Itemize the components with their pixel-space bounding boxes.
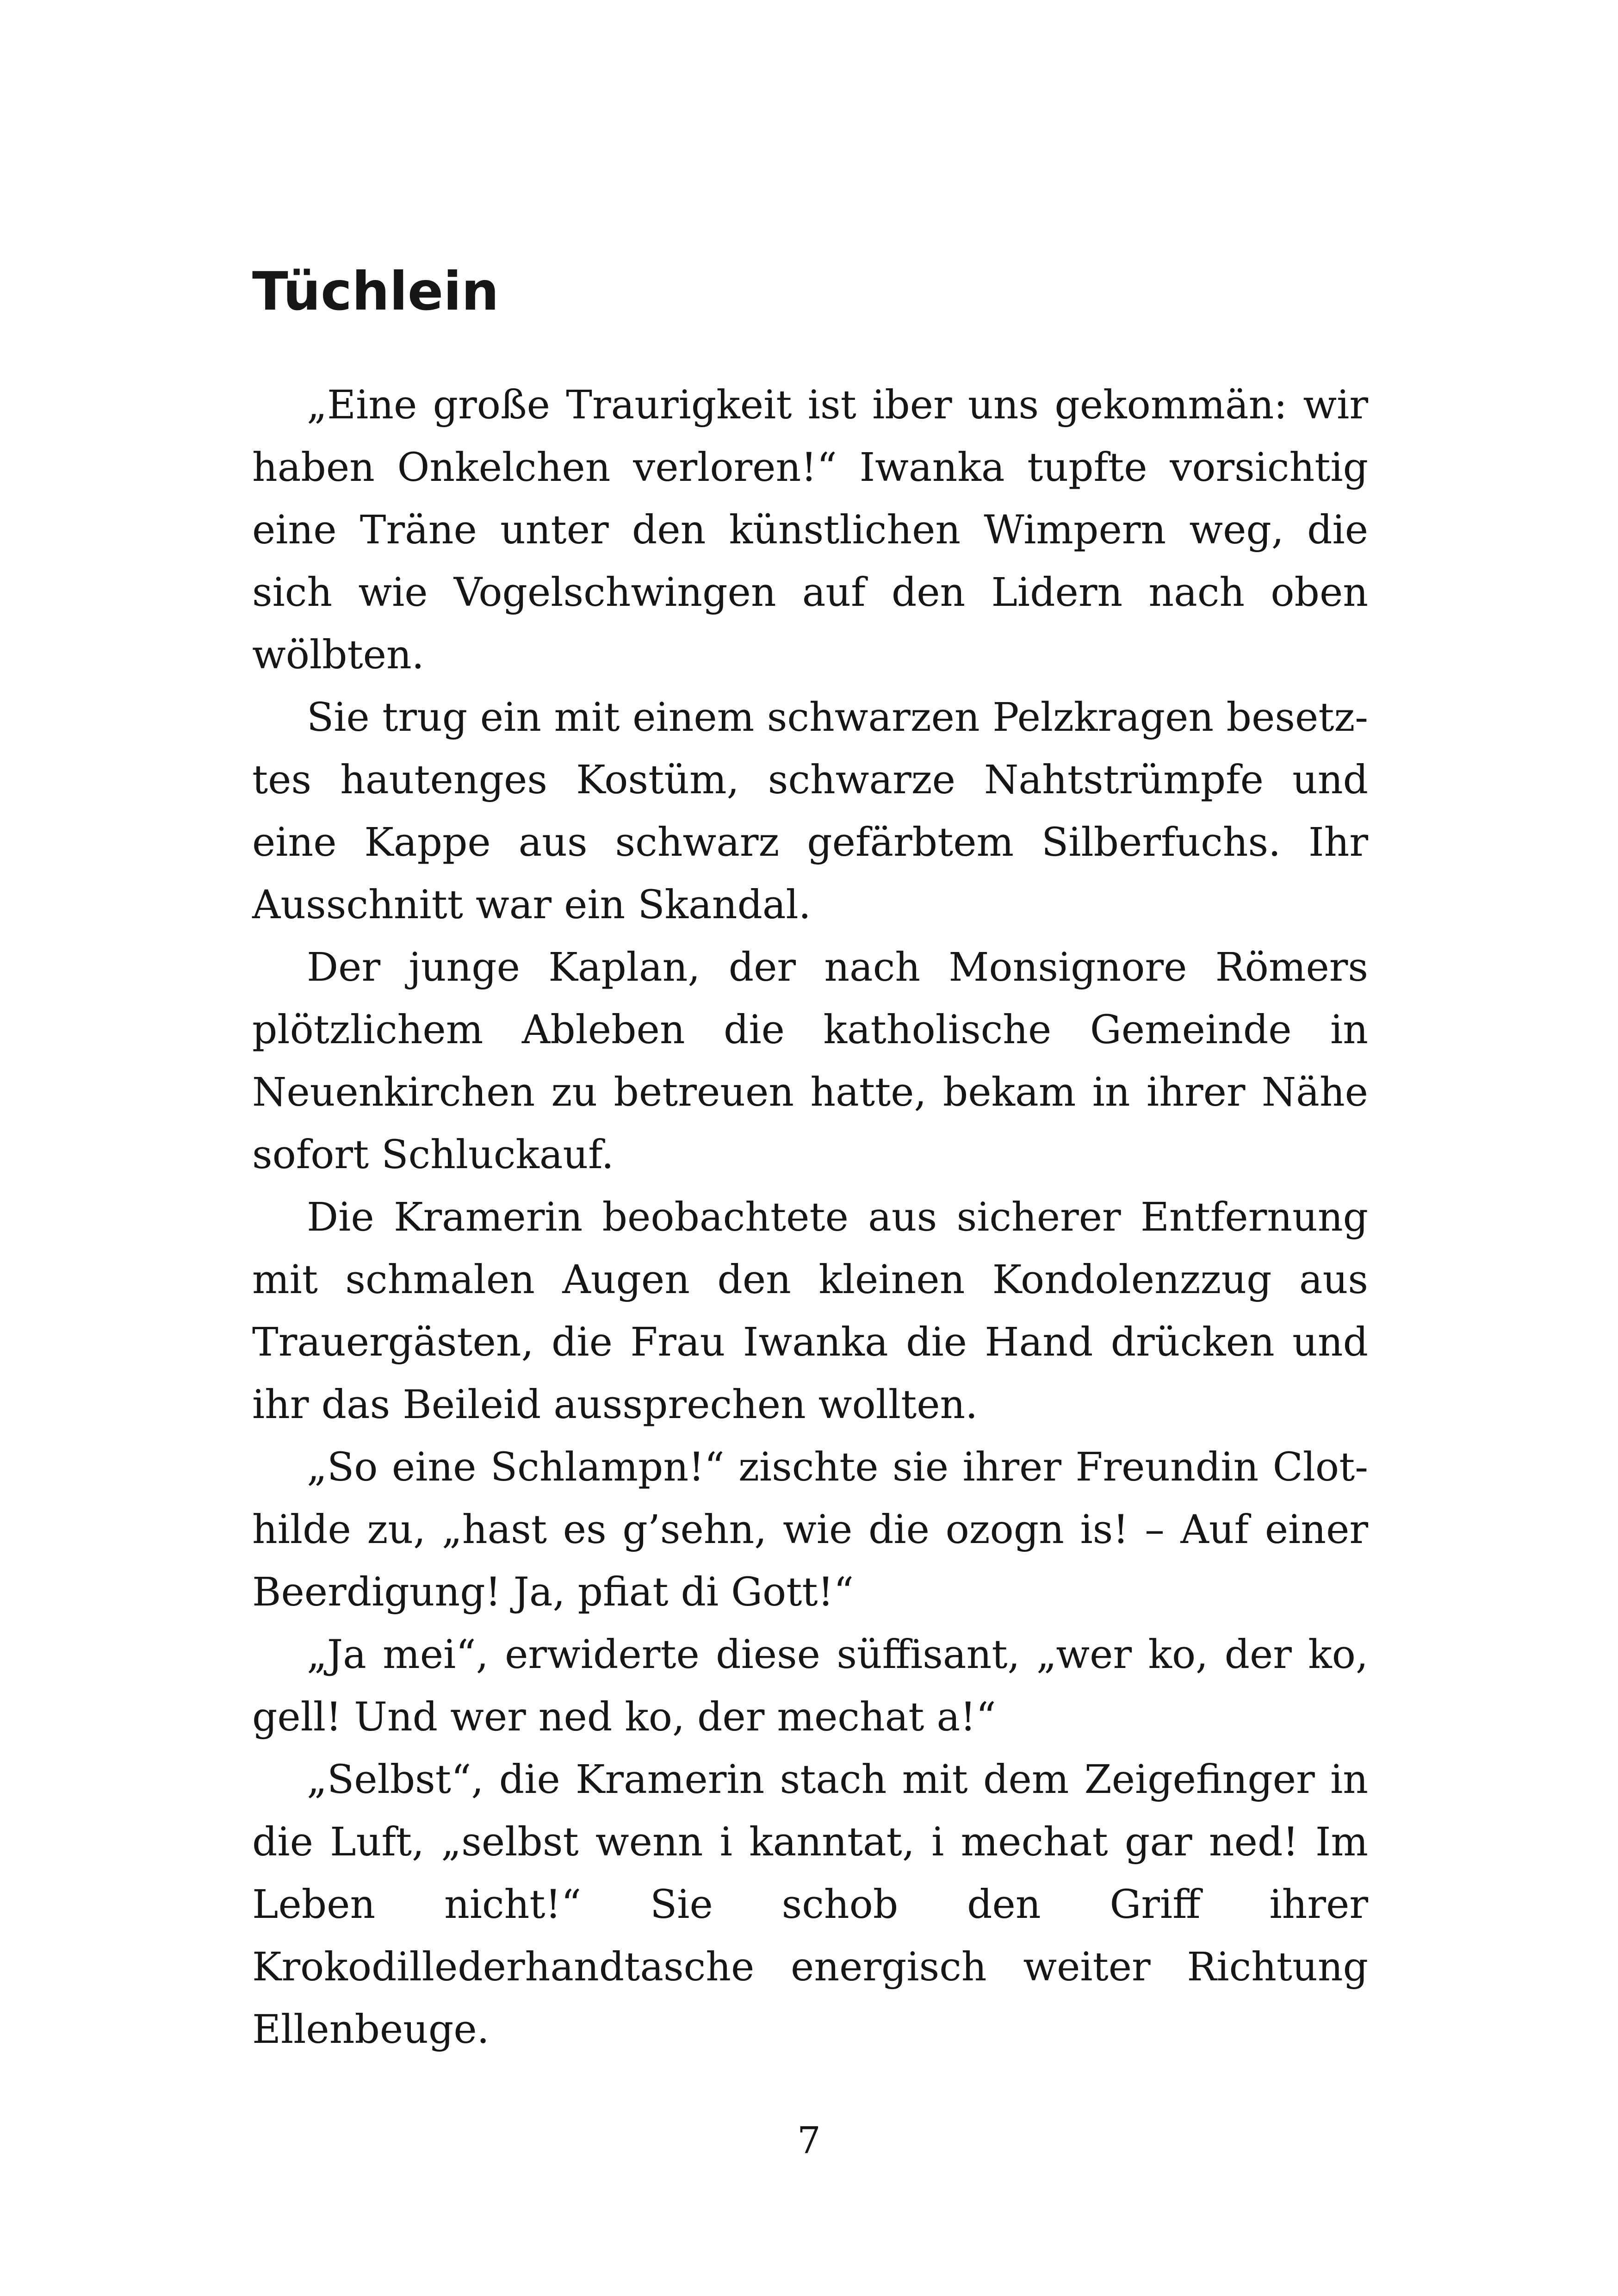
paragraph: „Eine große Traurigkeit ist iber uns gekommän: wir haben Onkelchen verloren!“ Iwanka tupfte vorsichtig eine Träne unter den künstlichen Wimpern weg, die sich wie Vogelschwingen auf den Lidern nach oben wölbten. [252, 382, 1368, 678]
chapter-body [252, 374, 1368, 2061]
paragraph: „So eine Schlampn!“ zischte sie ihrer Freundin Clothilde zu, „hast es g’sehn, wie die ozogn is! – Auf einer Beerdigung! Ja, pfiat di Gott!“ [252, 1444, 1368, 1615]
paragraph: „Selbst“, die Kramerin stach mit dem Zeigefinger in die Luft, „selbst wenn i kanntat, i mechat gar ned! Im Leben nicht!“ Sie schob den Griff ihrer Krokodillederhandtasche energisch weiter Richtung Ellenbeuge. [252, 1757, 1368, 2053]
page-number: 7 [797, 2119, 821, 2162]
chapter-title: Tüchlein [252, 261, 499, 322]
paragraph: Der junge Kaplan, der nach Monsignore Römers plötzlichem Ableben die katholische Gemeinde in Neuenkirchen zu betreuen hatte, bekam in ihrer Nähe sofort Schluckauf. [252, 945, 1368, 1178]
paragraph: „Ja mei“, erwiderte diese süffisant, „wer ko, der ko, gell! Und wer ned ko, der mechat a!“ [252, 1632, 1368, 1740]
paragraph: Sie trug ein mit einem schwarzen Pelzkragen besetztes hautenges Kostüm, schwarze Nahtstrümpfe und eine Kappe aus schwarz gefärbtem Silberfuchs. Ihr Ausschnitt war ein Skandal. [252, 695, 1368, 928]
paragraph: Die Kramerin beobachtete aus sicherer Entfernung mit schmalen Augen den kleinen Kondolenzzug aus Trauergästen, die Frau Iwanka die Hand drücken und ihr das Beileid aussprechen wollten. [252, 1195, 1368, 1428]
